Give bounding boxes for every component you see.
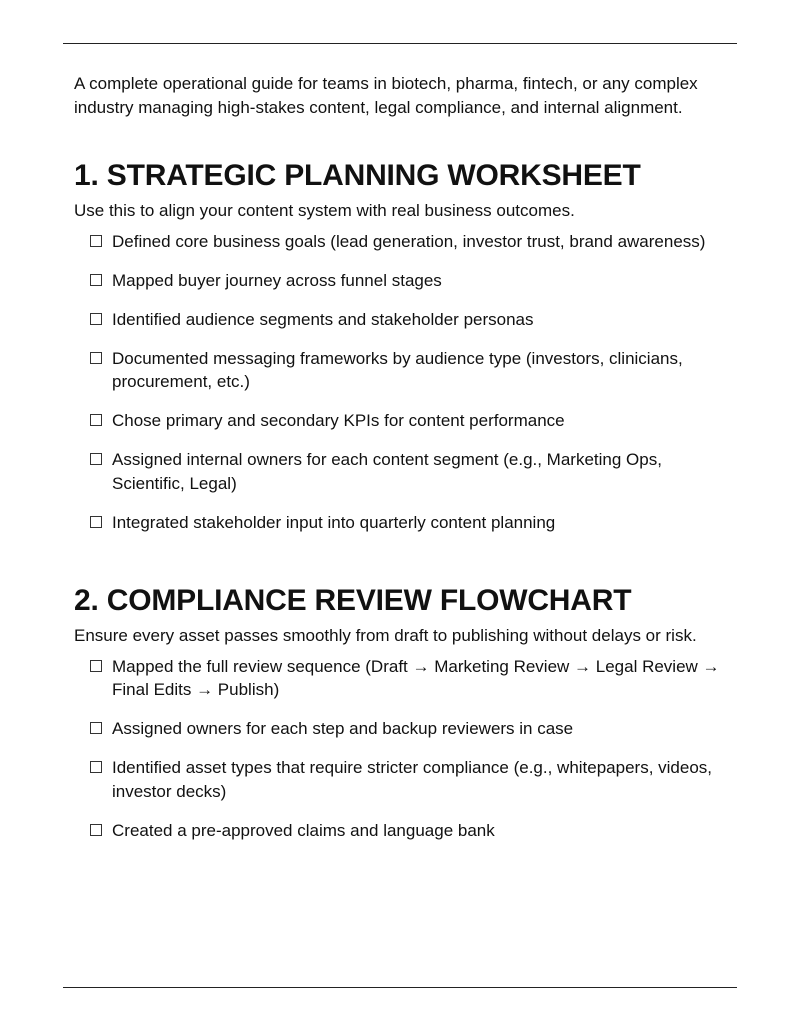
section-strategic-planning [74,158,734,534]
checklist-item-label: Assigned internal owners for each content segment (e.g., Marketing Ops, Scientific, Legal) [112,450,662,493]
checklist-item-label: Created a pre-approved claims and language bank [112,820,495,840]
checklist-item [74,269,734,293]
checkbox[interactable] [90,274,102,286]
checklist-item [74,756,734,803]
checkbox[interactable] [90,453,102,465]
bottom-divider [63,987,737,988]
checkbox[interactable] [90,313,102,325]
section-heading: 2. COMPLIANCE REVIEW FLOWCHART [74,584,632,617]
checkbox[interactable] [90,722,102,734]
checkbox[interactable] [90,761,102,773]
section-heading: 1. STRATEGIC PLANNING WORKSHEET [74,159,641,192]
top-divider [63,43,737,44]
checklist-item-label: Assigned owners for each step and backup reviewers in case [112,719,574,738]
checklist-item [74,308,734,332]
checklist [74,655,734,843]
checkbox[interactable] [90,235,102,247]
checkbox[interactable] [90,352,102,364]
checkbox[interactable] [90,824,102,836]
checklist-item [74,717,734,741]
checklist-item [74,655,734,702]
checkbox[interactable] [90,660,102,672]
checklist-item-label: Chose primary and secondary KPIs for content performance [112,411,565,430]
checklist-item-label: Identified audience segments and stakeholder personas [112,309,534,329]
checklist-item [74,511,734,535]
checklist-item-label: Integrated stakeholder input into quarterly content planning [112,512,556,532]
checkbox[interactable] [90,516,102,528]
section-subtext: Use this to align your content system with real business outcomes. [74,201,575,220]
checklist-item [74,448,734,495]
checklist-item [74,230,734,254]
checklist-item-label: Defined core business goals (lead generation, investor trust, brand awareness) [112,231,706,251]
checklist-item-label: Mapped the full review sequence (Draft → Marketing Review → Legal Review → Final Edits → Publish) [112,656,720,699]
section-subtext: Ensure every asset passes smoothly from draft to publishing without delays or risk. [74,626,697,645]
checklist-item [74,819,734,843]
document-body [74,72,734,842]
checklist-item-label: Mapped buyer journey across funnel stages [112,270,442,290]
checklist-item [74,409,734,433]
checklist-item [74,347,734,394]
checklist-item-label: Identified asset types that require stricter compliance (e.g., whitepapers, videos, investor decks) [112,758,713,801]
checkbox[interactable] [90,414,102,426]
intro-paragraph: A complete operational guide for teams in biotech, pharma, fintech, or any complex industry managing high-stakes content, legal compliance, and internal alignment. [74,74,698,117]
checklist [74,230,734,535]
checklist-item-label: Documented messaging frameworks by audience type (investors, clinicians, procurement, etc.) [112,348,683,391]
section-compliance-review [74,583,734,842]
